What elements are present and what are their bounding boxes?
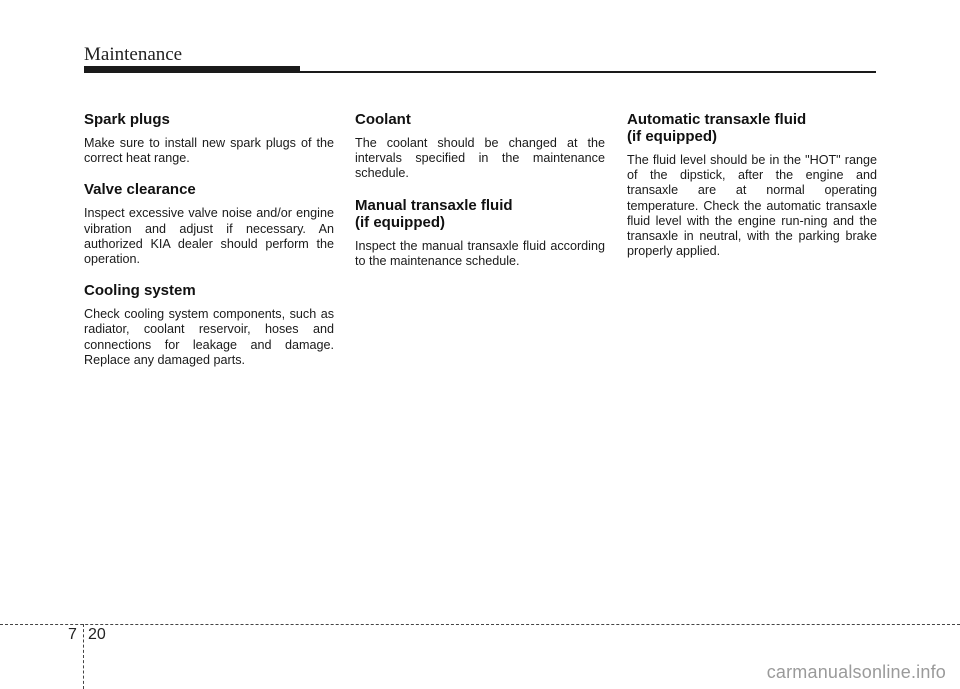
- page-number: 20: [88, 626, 106, 643]
- footer-rule: [0, 624, 960, 625]
- watermark[interactable]: carmanualsonline.info: [766, 662, 946, 682]
- header-title: Maintenance: [84, 44, 183, 65]
- header-bar: [84, 66, 300, 73]
- section-body-spark-plugs: Make sure to install new spark plugs of the correct heat range.: [84, 136, 334, 166]
- section-body-valve-clearance: Inspect excessive valve noise and/or engine vibration and adjust if necessary. An authorized KIA dealer should perform the operation.: [84, 206, 334, 267]
- section-title-automatic-transaxle-fluid: Automatic transaxle fluid (if equipped): [627, 111, 807, 145]
- footer-divider: [83, 624, 84, 689]
- chapter-number: 7: [68, 626, 77, 643]
- column-3: [627, 111, 877, 274]
- column-2: [355, 111, 605, 284]
- section-title-manual-transaxle-fluid: Manual transaxle fluid (if equipped): [355, 196, 513, 231]
- section-body-manual-transaxle-fluid: Inspect the manual transaxle fluid according to the maintenance schedule.: [355, 238, 605, 268]
- column-1: [84, 111, 334, 383]
- header-rule: [300, 71, 876, 73]
- section-title-coolant: Coolant: [355, 111, 411, 128]
- section-title-spark-plugs: Spark plugs: [84, 111, 170, 128]
- section-body-automatic-transaxle-fluid: The fluid level should be in the "HOT" range of the dipstick, after the engine and transaxle are at normal operating temperature. Check the automatic transaxle fluid level with the engine run-ning and the transaxle in neutral, with the parking brake properly applied.: [627, 153, 877, 259]
- section-title-cooling-system: Cooling system: [84, 282, 196, 300]
- section-body-coolant: The coolant should be changed at the intervals specified in the maintenance schedule.: [355, 136, 605, 181]
- section-title-valve-clearance: Valve clearance: [84, 181, 196, 199]
- section-body-cooling-system: Check cooling system components, such as radiator, coolant reservoir, hoses and connections for leakage and damage. Replace any damaged parts.: [84, 307, 334, 367]
